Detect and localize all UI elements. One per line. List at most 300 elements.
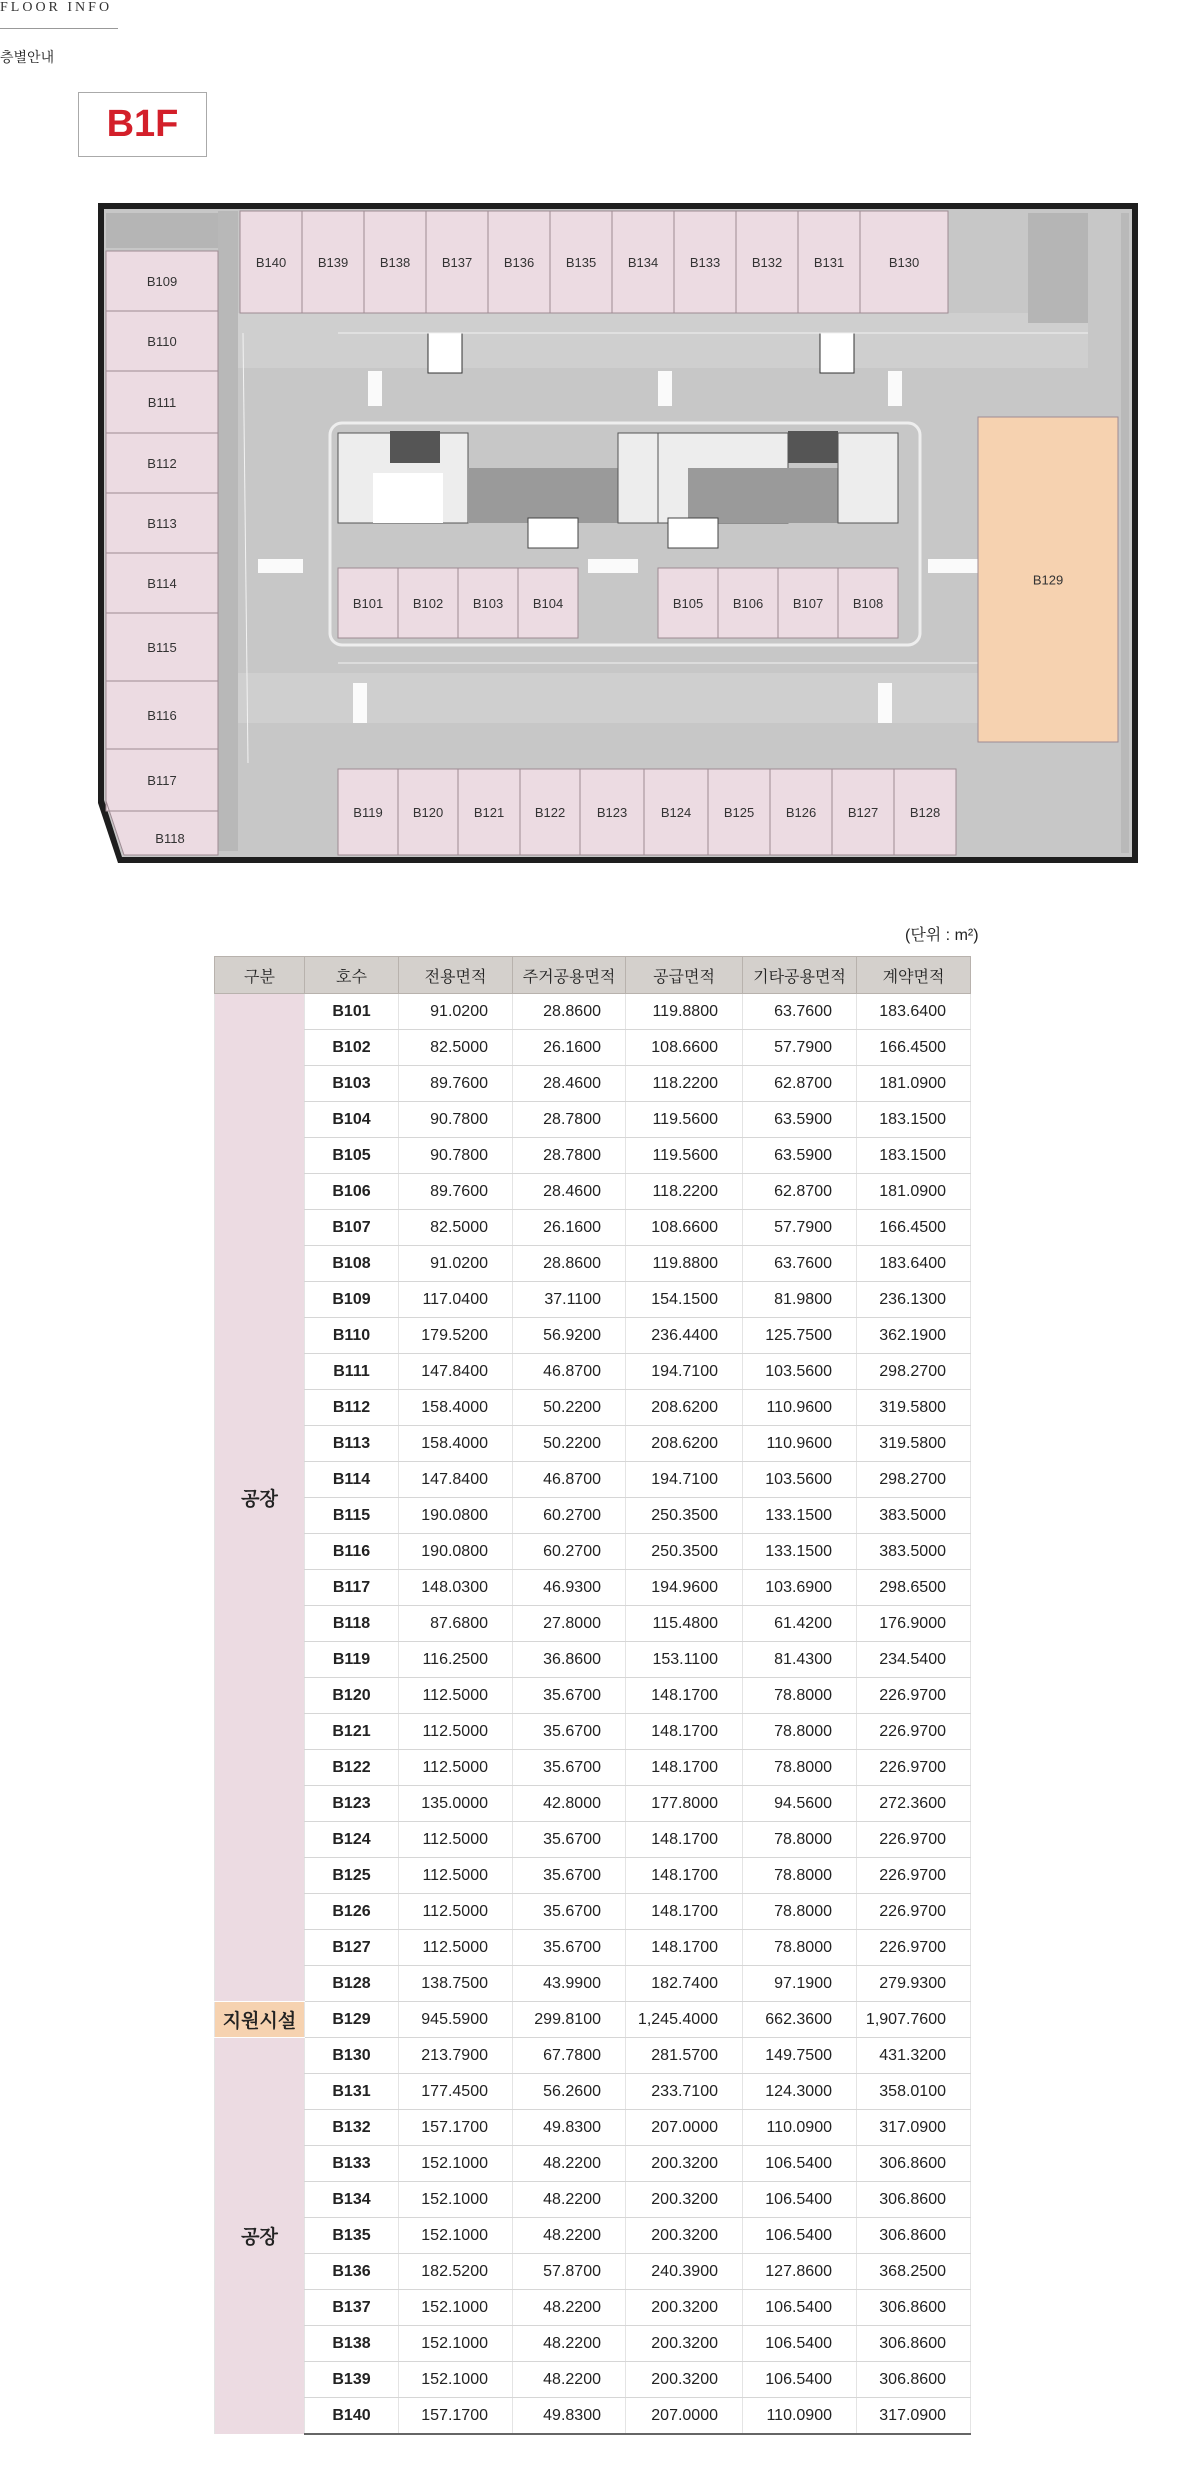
table-row [215, 1102, 971, 1138]
unit-b114 [106, 553, 218, 613]
table-row [215, 1894, 971, 1930]
exclusive-area-cell: 87.6800 [399, 1606, 513, 1642]
exclusive-area-cell: 152.1000 [399, 2362, 513, 2398]
supply-area-cell: 194.9600 [626, 1570, 743, 1606]
unit-cell: B130 [305, 2038, 399, 2074]
other-common-cell: 63.7600 [743, 1246, 857, 1282]
other-common-cell: 78.8000 [743, 1714, 857, 1750]
unit-label: B118 [155, 831, 185, 846]
residential-common-cell: 28.4600 [513, 1066, 626, 1102]
residential-common-cell: 56.2600 [513, 2074, 626, 2110]
residential-common-cell: 35.6700 [513, 1678, 626, 1714]
unit-cell: B127 [305, 1930, 399, 1966]
exclusive-area-cell: 158.4000 [399, 1390, 513, 1426]
unit-label: B133 [689, 255, 721, 270]
unit-label: B121 [473, 805, 505, 820]
contract-area-cell: 183.1500 [857, 1138, 971, 1174]
unit-cell: B108 [305, 1246, 399, 1282]
unit-cell: B133 [305, 2146, 399, 2182]
supply-area-cell: 148.1700 [626, 1930, 743, 1966]
supply-area-cell: 119.5600 [626, 1102, 743, 1138]
exclusive-area-cell: 138.7500 [399, 1966, 513, 2002]
exclusive-area-cell: 179.5200 [399, 1318, 513, 1354]
exclusive-area-cell: 157.1700 [399, 2110, 513, 2146]
residential-common-cell: 26.1600 [513, 1030, 626, 1066]
supply-area-cell: 233.7100 [626, 2074, 743, 2110]
other-common-cell: 110.0900 [743, 2398, 857, 2435]
other-common-cell: 78.8000 [743, 1822, 857, 1858]
other-common-cell: 78.8000 [743, 1930, 857, 1966]
unit-cell: B132 [305, 2110, 399, 2146]
unit-label: B135 [565, 255, 597, 270]
unit-label: B102 [412, 596, 444, 611]
exclusive-area-cell: 190.0800 [399, 1534, 513, 1570]
unit-label: B139 [317, 255, 349, 270]
unit-cell: B139 [305, 2362, 399, 2398]
other-common-cell: 61.4200 [743, 1606, 857, 1642]
unit-label: B131 [813, 255, 845, 270]
contract-area-cell: 306.8600 [857, 2290, 971, 2326]
supply-area-cell: 148.1700 [626, 1894, 743, 1930]
supply-area-cell: 240.3900 [626, 2254, 743, 2290]
table-row [215, 2254, 971, 2290]
other-common-cell: 103.5600 [743, 1462, 857, 1498]
unit-cell: B116 [305, 1534, 399, 1570]
title-divider [0, 28, 118, 29]
supply-area-cell: 200.3200 [626, 2182, 743, 2218]
supply-area-cell: 207.0000 [626, 2110, 743, 2146]
unit-label: B126 [785, 805, 817, 820]
supply-area-cell: 250.3500 [626, 1498, 743, 1534]
other-common-cell: 106.5400 [743, 2146, 857, 2182]
exclusive-area-cell: 91.0200 [399, 994, 513, 1030]
contract-area-cell: 368.2500 [857, 2254, 971, 2290]
unit-cell: B138 [305, 2326, 399, 2362]
contract-area-cell: 181.0900 [857, 1174, 971, 1210]
table-row [215, 1318, 971, 1354]
residential-common-cell: 48.2200 [513, 2362, 626, 2398]
unit-label: B108 [852, 596, 884, 611]
unit-cell: B124 [305, 1822, 399, 1858]
contract-area-cell: 298.6500 [857, 1570, 971, 1606]
table-row [215, 1354, 971, 1390]
unit-b127 [832, 769, 894, 855]
exclusive-area-cell: 190.0800 [399, 1498, 513, 1534]
table-row [215, 1246, 971, 1282]
residential-common-cell: 48.2200 [513, 2326, 626, 2362]
unit-cell: B111 [305, 1354, 399, 1390]
supply-area-cell: 118.2200 [626, 1174, 743, 1210]
residential-common-cell: 43.9900 [513, 1966, 626, 2002]
unit-label: B137 [441, 255, 473, 270]
residential-common-cell: 28.8600 [513, 994, 626, 1030]
residential-common-cell: 46.8700 [513, 1354, 626, 1390]
unit-b122 [520, 769, 580, 855]
residential-common-cell: 36.8600 [513, 1642, 626, 1678]
contract-area-cell: 383.5000 [857, 1498, 971, 1534]
other-common-cell: 106.5400 [743, 2326, 857, 2362]
residential-common-cell: 67.7800 [513, 2038, 626, 2074]
unit-cell: B137 [305, 2290, 399, 2326]
unit-label: B116 [147, 708, 177, 723]
table-row [215, 1678, 971, 1714]
other-common-cell: 63.7600 [743, 994, 857, 1030]
table-row [215, 1822, 971, 1858]
other-common-cell: 62.8700 [743, 1066, 857, 1102]
exclusive-area-cell: 158.4000 [399, 1426, 513, 1462]
unit-cell: B101 [305, 994, 399, 1030]
unit-label: B103 [472, 596, 504, 611]
unit-cell: B107 [305, 1210, 399, 1246]
supply-area-cell: 200.3200 [626, 2326, 743, 2362]
supply-area-cell: 207.0000 [626, 2398, 743, 2435]
unit-cell: B140 [305, 2398, 399, 2435]
unit-label: B124 [660, 805, 692, 820]
supply-area-cell: 119.8800 [626, 994, 743, 1030]
unit-b104 [518, 568, 578, 638]
table-row [215, 1138, 971, 1174]
unit-b123 [580, 769, 644, 855]
residential-common-cell: 37.1100 [513, 1282, 626, 1318]
residential-common-cell: 35.6700 [513, 1894, 626, 1930]
unit-b139 [302, 211, 364, 313]
table-row [215, 1462, 971, 1498]
table-row [215, 1714, 971, 1750]
table-row [215, 1858, 971, 1894]
contract-area-cell: 306.8600 [857, 2326, 971, 2362]
unit-label: B109 [146, 274, 178, 289]
contract-area-cell: 226.9700 [857, 1930, 971, 1966]
other-common-cell: 103.5600 [743, 1354, 857, 1390]
supply-area-cell: 119.5600 [626, 1138, 743, 1174]
unit-b115 [106, 613, 218, 681]
unit-cell: B121 [305, 1714, 399, 1750]
contract-area-cell: 234.5400 [857, 1642, 971, 1678]
residential-common-cell: 27.8000 [513, 1606, 626, 1642]
residential-common-cell: 35.6700 [513, 1714, 626, 1750]
unit-b108 [838, 568, 898, 638]
other-common-cell: 81.9800 [743, 1282, 857, 1318]
exclusive-area-cell: 945.5900 [399, 2002, 513, 2038]
unit-cell: B136 [305, 2254, 399, 2290]
unit-label: B132 [751, 255, 783, 270]
col-header-category: 구분 [215, 957, 305, 994]
supply-area-cell: 108.6600 [626, 1210, 743, 1246]
floor-label: B1F [78, 92, 207, 157]
contract-area-cell: 226.9700 [857, 1714, 971, 1750]
supply-area-cell: 194.7100 [626, 1354, 743, 1390]
unit-label: B128 [909, 805, 941, 820]
contract-area-cell: 226.9700 [857, 1858, 971, 1894]
supply-area-cell: 194.7100 [626, 1462, 743, 1498]
residential-common-cell: 60.2700 [513, 1498, 626, 1534]
unit-b113 [106, 493, 218, 553]
table-row [215, 1282, 971, 1318]
unit-label: B130 [888, 255, 920, 270]
residential-common-cell: 28.4600 [513, 1174, 626, 1210]
exclusive-area-cell: 112.5000 [399, 1750, 513, 1786]
exclusive-area-cell: 182.5200 [399, 2254, 513, 2290]
unit-cell: B123 [305, 1786, 399, 1822]
supply-area-cell: 200.3200 [626, 2290, 743, 2326]
unit-b102 [398, 568, 458, 638]
contract-area-cell: 306.8600 [857, 2218, 971, 2254]
exclusive-area-cell: 148.0300 [399, 1570, 513, 1606]
supply-area-cell: 281.5700 [626, 2038, 743, 2074]
contract-area-cell: 181.0900 [857, 1066, 971, 1102]
unit-label: B140 [255, 255, 287, 270]
unit-cell: B115 [305, 1498, 399, 1534]
exclusive-area-cell: 112.5000 [399, 1822, 513, 1858]
residential-common-cell: 48.2200 [513, 2290, 626, 2326]
contract-area-cell: 226.9700 [857, 1750, 971, 1786]
exclusive-area-cell: 91.0200 [399, 1246, 513, 1282]
unit-note: (단위 : m²) [905, 927, 979, 944]
unit-b133 [674, 211, 736, 313]
unit-cell: B105 [305, 1138, 399, 1174]
unit-label: B104 [532, 596, 564, 611]
residential-common-cell: 28.7800 [513, 1102, 626, 1138]
unit-b135 [550, 211, 612, 313]
other-common-cell: 124.3000 [743, 2074, 857, 2110]
unit-label: B122 [534, 805, 566, 820]
exclusive-area-cell: 152.1000 [399, 2290, 513, 2326]
other-common-cell: 106.5400 [743, 2290, 857, 2326]
contract-area-cell: 183.6400 [857, 994, 971, 1030]
contract-area-cell: 362.1900 [857, 1318, 971, 1354]
unit-b107 [778, 568, 838, 638]
contract-area-cell: 317.0900 [857, 2398, 971, 2435]
unit-b117 [106, 749, 218, 811]
unit-cell: B118 [305, 1606, 399, 1642]
unit-label: B123 [596, 805, 628, 820]
table-row [215, 1426, 971, 1462]
supply-area-cell: 148.1700 [626, 1858, 743, 1894]
table-row [215, 1066, 971, 1102]
unit-label: B107 [792, 596, 824, 611]
unit-label: B117 [147, 773, 177, 788]
unit-b119 [338, 769, 398, 855]
supply-area-cell: 208.6200 [626, 1426, 743, 1462]
exclusive-area-cell: 112.5000 [399, 1930, 513, 1966]
contract-area-cell: 226.9700 [857, 1678, 971, 1714]
other-common-cell: 662.3600 [743, 2002, 857, 2038]
table-row [215, 2362, 971, 2398]
unit-b130 [860, 211, 948, 313]
unit-label: B129 [1032, 572, 1064, 588]
residential-common-cell: 299.8100 [513, 2002, 626, 2038]
exclusive-area-cell: 213.7900 [399, 2038, 513, 2074]
unit-b126 [770, 769, 832, 855]
contract-area-cell: 306.8600 [857, 2362, 971, 2398]
table-row [215, 2218, 971, 2254]
other-common-cell: 62.8700 [743, 1174, 857, 1210]
other-common-cell: 81.4300 [743, 1642, 857, 1678]
other-common-cell: 103.6900 [743, 1570, 857, 1606]
contract-area-cell: 431.3200 [857, 2038, 971, 2074]
supply-area-cell: 200.3200 [626, 2362, 743, 2398]
unit-cell: B117 [305, 1570, 399, 1606]
other-common-cell: 106.5400 [743, 2182, 857, 2218]
unit-cell: B126 [305, 1894, 399, 1930]
exclusive-area-cell: 152.1000 [399, 2218, 513, 2254]
other-common-cell: 110.0900 [743, 2110, 857, 2146]
table-row [215, 1030, 971, 1066]
table-row [215, 2002, 971, 2038]
supply-area-cell: 236.4400 [626, 1318, 743, 1354]
table-row [215, 1210, 971, 1246]
table-row [215, 1930, 971, 1966]
supply-area-cell: 119.8800 [626, 1246, 743, 1282]
other-common-cell: 78.8000 [743, 1894, 857, 1930]
supply-area-cell: 118.2200 [626, 1066, 743, 1102]
exclusive-area-cell: 112.5000 [399, 1894, 513, 1930]
supply-area-cell: 148.1700 [626, 1822, 743, 1858]
unit-cell: B102 [305, 1030, 399, 1066]
col-header-residential-common: 주거공용면적 [513, 957, 626, 994]
other-common-cell: 106.5400 [743, 2362, 857, 2398]
contract-area-cell: 319.5800 [857, 1426, 971, 1462]
unit-cell: B109 [305, 1282, 399, 1318]
exclusive-area-cell: 152.1000 [399, 2326, 513, 2362]
category-cell: 지원시설 [215, 2002, 305, 2038]
other-common-cell: 133.1500 [743, 1534, 857, 1570]
contract-area-cell: 306.8600 [857, 2146, 971, 2182]
table-row [215, 1606, 971, 1642]
residential-common-cell: 46.9300 [513, 1570, 626, 1606]
unit-b125 [708, 769, 770, 855]
exclusive-area-cell: 90.7800 [399, 1138, 513, 1174]
area-table [214, 956, 971, 2435]
unit-b105 [658, 568, 718, 638]
residential-common-cell: 49.8300 [513, 2398, 626, 2435]
residential-common-cell: 35.6700 [513, 1750, 626, 1786]
floor-info-title: FLOOR INFO [0, 0, 113, 15]
category-cell: 공장 [215, 2038, 305, 2435]
unit-b131 [798, 211, 860, 313]
table-row [215, 2074, 971, 2110]
exclusive-area-cell: 117.0400 [399, 1282, 513, 1318]
residential-common-cell: 48.2200 [513, 2218, 626, 2254]
residential-common-cell: 48.2200 [513, 2182, 626, 2218]
supply-area-cell: 1,245.4000 [626, 2002, 743, 2038]
unit-cell: B106 [305, 1174, 399, 1210]
unit-label: B112 [147, 456, 177, 471]
unit-cell: B129 [305, 2002, 399, 2038]
other-common-cell: 110.9600 [743, 1390, 857, 1426]
table-header-row [215, 957, 971, 994]
col-header-supply-area: 공급면적 [626, 957, 743, 994]
contract-area-cell: 236.1300 [857, 1282, 971, 1318]
exclusive-area-cell: 112.5000 [399, 1858, 513, 1894]
table-row [215, 2146, 971, 2182]
unit-b137 [426, 211, 488, 313]
exclusive-area-cell: 116.2500 [399, 1642, 513, 1678]
supply-area-cell: 200.3200 [626, 2218, 743, 2254]
table-row [215, 1786, 971, 1822]
unit-cell: B128 [305, 1966, 399, 2002]
table-row [215, 2398, 971, 2435]
unit-b101 [338, 568, 398, 638]
table-row [215, 994, 971, 1030]
unit-label: B125 [723, 805, 755, 820]
contract-area-cell: 358.0100 [857, 2074, 971, 2110]
unit-b120 [398, 769, 458, 855]
unit-b138 [364, 211, 426, 313]
unit-b109 [106, 251, 218, 311]
floor-plan [98, 203, 1138, 863]
contract-area-cell: 166.4500 [857, 1210, 971, 1246]
table-row [215, 1750, 971, 1786]
unit-cell: B119 [305, 1642, 399, 1678]
unit-cell: B113 [305, 1426, 399, 1462]
unit-cell: B114 [305, 1462, 399, 1498]
unit-cell: B112 [305, 1390, 399, 1426]
unit-label: B134 [627, 255, 659, 270]
other-common-cell: 63.5900 [743, 1102, 857, 1138]
table-row [215, 1642, 971, 1678]
unit-cell: B104 [305, 1102, 399, 1138]
unit-b136 [488, 211, 550, 313]
table-row [215, 2290, 971, 2326]
other-common-cell: 127.8600 [743, 2254, 857, 2290]
unit-cell: B110 [305, 1318, 399, 1354]
unit-b129 [978, 417, 1118, 742]
contract-area-cell: 298.2700 [857, 1354, 971, 1390]
other-common-cell: 149.7500 [743, 2038, 857, 2074]
exclusive-area-cell: 147.8400 [399, 1462, 513, 1498]
exclusive-area-cell: 135.0000 [399, 1786, 513, 1822]
unit-cell: B131 [305, 2074, 399, 2110]
other-common-cell: 125.7500 [743, 1318, 857, 1354]
col-header-contract-area: 계약면적 [857, 957, 971, 994]
unit-label: B114 [147, 576, 177, 591]
contract-area-cell: 306.8600 [857, 2182, 971, 2218]
residential-common-cell: 60.2700 [513, 1534, 626, 1570]
table-row [215, 2110, 971, 2146]
supply-area-cell: 148.1700 [626, 1750, 743, 1786]
residential-common-cell: 42.8000 [513, 1786, 626, 1822]
unit-b110 [106, 311, 218, 371]
table-row [215, 1570, 971, 1606]
residential-common-cell: 35.6700 [513, 1858, 626, 1894]
other-common-cell: 63.5900 [743, 1138, 857, 1174]
col-header-unit: 호수 [305, 957, 399, 994]
residential-common-cell: 46.8700 [513, 1462, 626, 1498]
unit-label: B120 [412, 805, 444, 820]
exclusive-area-cell: 147.8400 [399, 1354, 513, 1390]
unit-label: B111 [147, 395, 177, 410]
residential-common-cell: 56.9200 [513, 1318, 626, 1354]
unit-b128 [894, 769, 956, 855]
other-common-cell: 94.5600 [743, 1786, 857, 1822]
unit-cell: B103 [305, 1066, 399, 1102]
col-header-exclusive-area: 전용면적 [399, 957, 513, 994]
residential-common-cell: 26.1600 [513, 1210, 626, 1246]
exclusive-area-cell: 82.5000 [399, 1210, 513, 1246]
unit-cell: B135 [305, 2218, 399, 2254]
contract-area-cell: 279.9300 [857, 1966, 971, 2002]
unit-b111 [106, 371, 218, 433]
unit-label: B127 [847, 805, 879, 820]
other-common-cell: 78.8000 [743, 1858, 857, 1894]
category-cell: 공장 [215, 994, 305, 2002]
unit-b121 [458, 769, 520, 855]
exclusive-area-cell: 112.5000 [399, 1678, 513, 1714]
supply-area-cell: 108.6600 [626, 1030, 743, 1066]
unit-label: B138 [379, 255, 411, 270]
contract-area-cell: 272.3600 [857, 1786, 971, 1822]
